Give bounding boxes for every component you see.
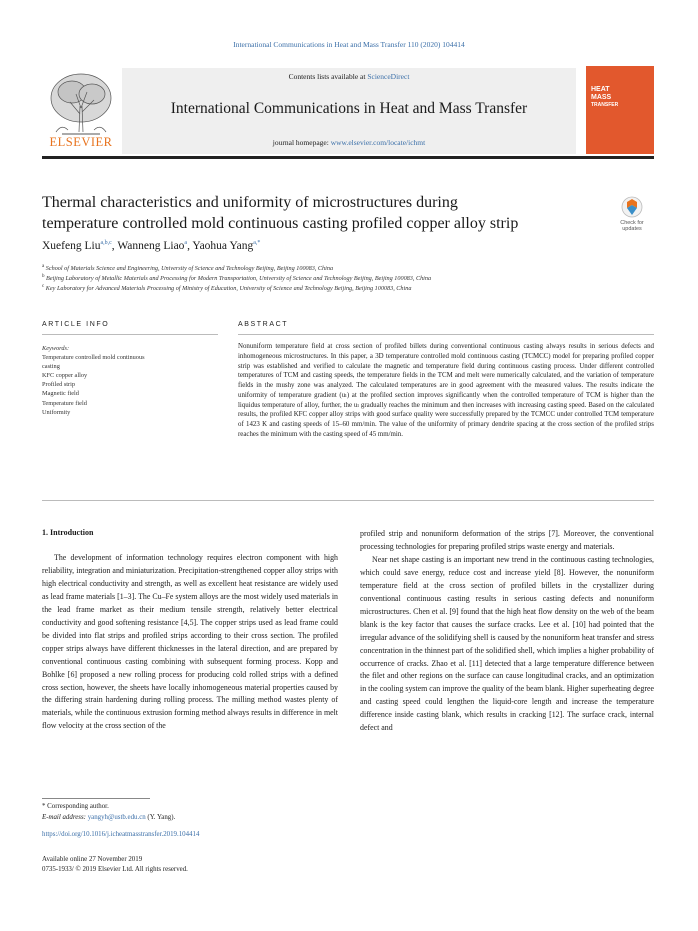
keyword-item: casting	[42, 363, 60, 371]
corresponding-note: * Corresponding author.	[42, 803, 109, 810]
affiliation-sup: c	[42, 284, 45, 289]
keywords-label: Keywords:	[42, 345, 70, 352]
check-label-1: Check for	[620, 220, 644, 226]
author-sup[interactable]: a	[184, 240, 188, 247]
keyword-item: Temperature controlled mold continuous	[42, 354, 145, 362]
affiliation-text: Beijing Laboratory of Metallic Materials and Processing for Modern Transportation, University of Science and Technology Beijing, Beijing 100083, China	[46, 275, 432, 283]
elsevier-wordmark: ELSEVIER	[49, 135, 113, 149]
cover-title-1: HEAT	[591, 86, 610, 93]
homepage-link[interactable]: www.elsevier.com/locate/ichmt	[330, 138, 426, 147]
keyword-item: Profiled strip	[42, 381, 76, 389]
intro-paragraph: profiled strip and nonuniform deformation of the strips [7]. Moreover, the conventional processing technologies for preparing profiled strips waste energy and materials.	[360, 529, 654, 551]
journal-title: International Communications in Heat and Mass Transfer	[170, 100, 528, 117]
homepage-prefix: journal homepage:	[272, 138, 331, 147]
email-line	[42, 814, 175, 821]
abstract-heading: ABSTRACT	[238, 321, 289, 328]
author-name[interactable]: Wanneng Liao	[117, 240, 185, 252]
intro-heading: 1. Introduction	[42, 528, 94, 537]
intro-right-column	[360, 528, 654, 735]
author-sup[interactable]: a,b,c	[100, 240, 112, 247]
footnote-rule	[42, 798, 150, 799]
abstract-text: Nonuniform temperature field at cross section of profiled billets during conventional continuous casting always results in serious defects and inhomogeneous microstructures. In this paper, a 3D temperature controlled mold continuous casting (TCMCC) model for preparing profiled copper strip was established and verified to calculate the magnetic and temperature field during continuous casting process. Under different controlled temperatures of TCM and casting speeds, the temperature fields in the TCM and melt were numerically calculated, and the variation of temperature fields in the mushy zone was analyzed. The calculated temperatures are in good agreement with the measured values. The results indicate the uniformity of temperature gradient (uₗ) at the profiled section improves significantly when the controlled temperature of TCM is higher than the liquidus temperature of alloy, further, the uₗ gradually reaches the minimum and then increases with increasing casting speed. Based on the calculated results, the profiled KFC copper alloy strips with good surface quality were successfully prepared by the TCMCC under controlled TCM temperature of 1423 K and casting speeds of 15–60 mm/min. The value of the uniformity of primary dendrite spacing at the cross section of the profiled strips reaches the minimum with the casting speed of 45 mm/min.	[238, 343, 654, 438]
contents-line	[122, 72, 576, 81]
copyright: 0735-1933/ © 2019 Elsevier Ltd. All rights reserved.	[42, 866, 188, 873]
contents-prefix: Contents lists available at	[288, 72, 368, 81]
doi-link[interactable]: https://doi.org/10.1016/j.icheatmasstransfer.2019.104414	[42, 831, 200, 838]
sciencedirect-link[interactable]: ScienceDirect	[367, 72, 410, 81]
affiliation	[42, 274, 431, 282]
check-label-2: updates	[622, 226, 642, 232]
email-label: E-mail address:	[42, 814, 88, 821]
keyword-item: KFC copper alloy	[42, 372, 88, 380]
author-sup[interactable]: a,*	[253, 240, 261, 247]
keywords-block	[42, 344, 145, 417]
article-title	[42, 192, 582, 234]
author-name[interactable]: Xuefeng Liu	[42, 240, 101, 252]
article-info-rule	[42, 334, 218, 335]
keyword-item: Uniformity	[42, 408, 71, 416]
affiliation-text: Key Laboratory for Advanced Materials Processing of Ministry of Education, University of Science and Technology Beijing, Beijing 100083, China	[45, 285, 412, 293]
affiliation-text: School of Materials Science and Engineering, University of Science and Technology Beijing, Beijing 100083, China	[45, 265, 334, 273]
check-for-updates-badge[interactable]	[610, 196, 654, 232]
keyword-item: Temperature field	[42, 399, 87, 407]
cover-title-2: MASS	[591, 94, 612, 101]
available-online: Available online 27 November 2019	[42, 856, 143, 863]
journal-homepage	[122, 138, 576, 147]
article-info-heading: ARTICLE INFO	[42, 321, 110, 328]
affiliation-sup: b	[42, 274, 45, 279]
title-line-1: Thermal characteristics and uniformity of microstructures during	[42, 194, 458, 211]
affiliation-sup: a	[42, 264, 45, 269]
author-list: Xuefeng Liu$^{a,b,c}$, Wanneng Liao$^a$, Yaohua Yang$^{a,*}$	[42, 240, 261, 252]
cover-title-3: TRANSFER	[591, 102, 619, 108]
affiliation	[42, 284, 411, 292]
intro-paragraph: Near net shape casting is an important new trend in the continuous casting technologies, which could save energy, reduce cost and increase yield [8]. However, the nonuniform temperature field at the cross section of profiled billets in the crystallizer during conventional continuous casting results in serious casting defects and nonuniform microstructures. Chen et al. [9] found that the high heat flow density on the web of the beam blank is the key factor that causes the surface cracks. Lee et al. [10] had pointed that the irregular advance of the solidifying shell is caused by the nonuniform heat transfer and stress concentration in the thinnest part of the solidified shell, which implies a higher probability of occurrence of cracks. Zhao et al. [11] detected that a large temperature difference between the filet and other regions on the surface can cause longitudinal cracks, and an optimization in the cooling system can improve the quality of the beam blank. Higher superheating degree and casting speed could lengthen the liquid-core length and increase the temperature difference inside casting blank, which results in cracking [12]. The surface crack, internal defect and	[360, 554, 654, 733]
author-name[interactable]: Yaohua Yang	[192, 240, 254, 252]
intro-left-column	[42, 552, 338, 733]
header-divider	[42, 156, 654, 159]
intro-paragraph: The development of information technology requires electron component with high reliability, integration and miniaturization. Precipitation-strengthened copper alloy strips with high electrical conductivity and strength, as well as excellent heat resistance are widely used as lead frame materials [1–3]. The Cu–Fe system alloys are the most widely used materials in the lead frame market as their medium tensile strength, relatively better electrical conductivity and good softening resistance [4,5]. The copper strips used as lead frame could be divided into flat strips and profiled strips according to their cross section. The profiled copper strips always have different thicknesses in the lateral direction, and are prepared by conventional continuous casting combining with subsequent forming process. Kopp and Bohlke [6] proposed a new rolling process for producing cold rolled strips with a defined cross section, however, the sheets have locally inhomogeneous material properties caused by the differing strain hardening during rolling process. The milling method wastes plenty of materials, while the continuous extrusion forming method always results in difference in melt flow velocity at the cross section of the	[42, 553, 338, 731]
doi-line	[42, 831, 199, 838]
keyword-item: Magnetic field	[42, 390, 79, 398]
journal-citation[interactable]: International Communications in Heat and Mass Transfer 110 (2020) 104414	[233, 40, 465, 49]
abstract-rule	[238, 334, 654, 335]
journal-cover-thumbnail[interactable]	[586, 66, 654, 154]
abstract-bottom-rule	[42, 500, 654, 501]
title-line-2: temperature controlled mold continuous casting profiled copper alloy strip	[42, 215, 519, 232]
email-suffix: (Y. Yang).	[145, 814, 176, 821]
affiliation	[42, 264, 333, 272]
email-link[interactable]: yangyh@ustb.edu.cn	[87, 814, 146, 821]
check-updates-icon	[621, 196, 643, 218]
